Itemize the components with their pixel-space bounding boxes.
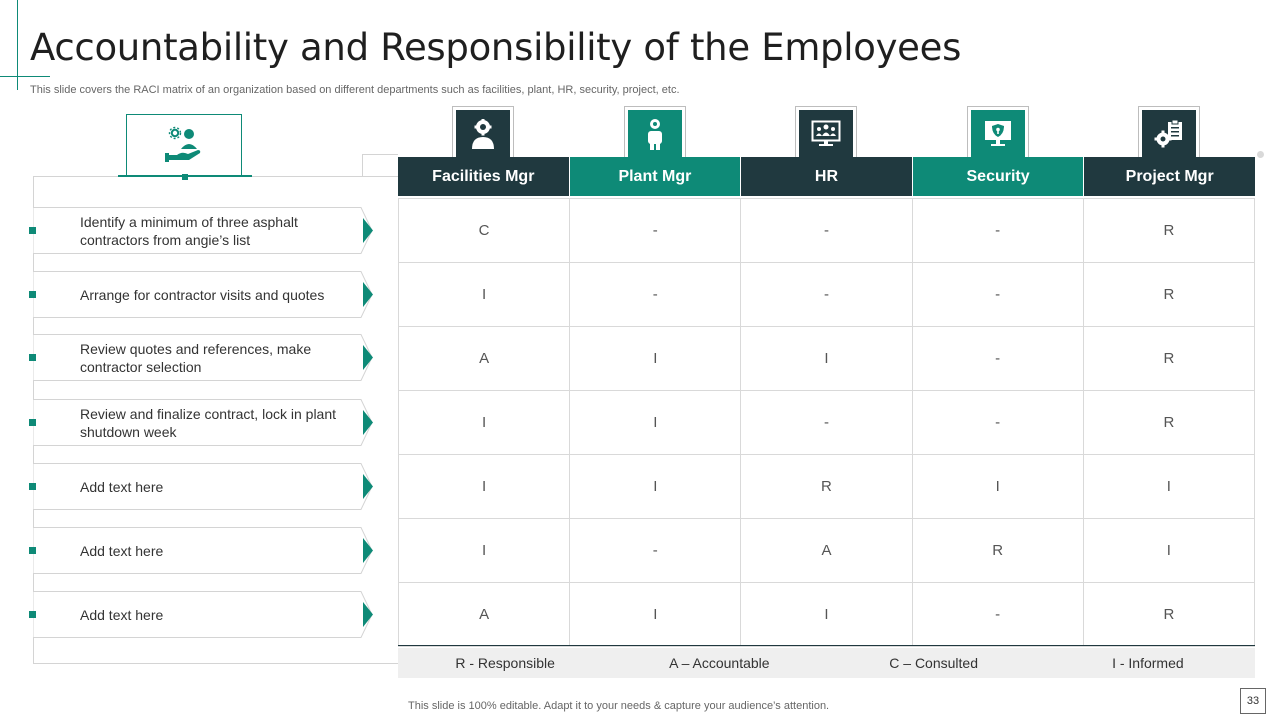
task-item: [33, 399, 373, 446]
raci-cell: -: [912, 263, 1083, 327]
task-label: Arrange for contractor visits and quotes: [80, 286, 325, 303]
raci-cell: R: [741, 455, 912, 519]
raci-cell: I: [399, 519, 570, 583]
raci-cell: I: [399, 263, 570, 327]
raci-cell: -: [912, 583, 1083, 647]
table-row: [399, 327, 1255, 391]
corner-line-horizontal: [0, 76, 50, 77]
task-bullet: [29, 419, 36, 426]
person-icon: [644, 118, 666, 150]
table-row: [399, 391, 1255, 455]
raci-cell: I: [570, 583, 741, 647]
raci-matrix: [398, 198, 1255, 647]
raci-cell: R: [1083, 263, 1254, 327]
raci-cell: I: [1083, 519, 1254, 583]
task-item: [33, 591, 373, 638]
left-icon-dot: [182, 174, 188, 180]
task-bullet: [29, 354, 36, 361]
table-row: [399, 199, 1255, 263]
raci-legend: [398, 648, 1255, 678]
raci-cell: C: [399, 199, 570, 263]
task-label: Add text here: [80, 606, 164, 623]
column-icon-tab-plant: [624, 106, 686, 158]
raci-cell: I: [741, 327, 912, 391]
slide-footer-note: This slide is 100% editable. Adapt it to your needs & capture your audience’s attention.: [408, 700, 830, 712]
decorative-dot: [1257, 151, 1264, 158]
group-screen-icon: [811, 120, 841, 148]
column-header-security: Security: [913, 157, 1085, 196]
raci-cell: I: [741, 583, 912, 647]
matrix-bottom-rule: [398, 645, 1255, 646]
raci-cell: -: [912, 327, 1083, 391]
raci-cell: R: [1083, 327, 1254, 391]
raci-cell: I: [399, 391, 570, 455]
task-item: [33, 334, 373, 381]
slide-subtitle: This slide covers the RACI matrix of an organization based on different departments such as facilities, plant, HR, security, project, etc.: [30, 84, 680, 96]
raci-cell: -: [912, 391, 1083, 455]
task-bullet: [29, 483, 36, 490]
raci-cell: I: [1083, 455, 1254, 519]
table-row: [399, 519, 1255, 583]
table-row: [399, 263, 1255, 327]
column-icon-tab-project: [1138, 106, 1200, 158]
task-item: [33, 207, 373, 254]
task-label: Review and finalize contract, lock in plant shutdown week: [80, 405, 337, 440]
task-bullet: [29, 611, 36, 618]
legend-informed: I - Informed: [1112, 655, 1184, 671]
task-label: Add text here: [80, 542, 164, 559]
column-header-plant: Plant Mgr: [570, 157, 742, 196]
raci-cell: -: [570, 263, 741, 327]
raci-cell: A: [399, 327, 570, 391]
task-label: Add text here: [80, 478, 164, 495]
legend-consulted: C – Consulted: [889, 655, 978, 671]
task-bullet: [29, 547, 36, 554]
task-bullet: [29, 227, 36, 234]
raci-cell: I: [912, 455, 1083, 519]
gear-person-icon: [469, 119, 497, 149]
column-header-facilities: Facilities Mgr: [398, 157, 570, 196]
people-care-icon: [164, 125, 204, 165]
table-row: [399, 455, 1255, 519]
legend-accountable: A – Accountable: [669, 655, 770, 671]
raci-cell: R: [1083, 391, 1254, 455]
task-label: Review quotes and references, make contractor selection: [80, 340, 312, 375]
page-number: 33: [1240, 688, 1266, 714]
raci-header-row: [398, 157, 1255, 196]
gear-clipboard-icon: [1154, 119, 1184, 149]
raci-cell: I: [570, 391, 741, 455]
column-icon-tab-security: [967, 106, 1029, 158]
column-icon-tab-facilities: [452, 106, 514, 158]
shield-monitor-icon: [983, 120, 1013, 148]
raci-cell: R: [1083, 583, 1254, 647]
raci-cell: I: [570, 327, 741, 391]
frame-connector: [362, 154, 398, 176]
left-icon-box: [126, 114, 242, 176]
raci-cell: A: [399, 583, 570, 647]
raci-cell: R: [912, 519, 1083, 583]
task-item: [33, 527, 373, 574]
task-item: [33, 463, 373, 510]
raci-cell: -: [570, 519, 741, 583]
table-row: [399, 583, 1255, 647]
raci-cell: -: [741, 199, 912, 263]
raci-cell: A: [741, 519, 912, 583]
slide-title: Accountability and Responsibility of the Employees: [30, 26, 962, 69]
column-header-project: Project Mgr: [1084, 157, 1255, 196]
raci-cell: R: [1083, 199, 1254, 263]
column-icon-tab-hr: [795, 106, 857, 158]
raci-cell: -: [570, 199, 741, 263]
raci-cell: I: [399, 455, 570, 519]
raci-cell: -: [741, 263, 912, 327]
legend-responsible: R - Responsible: [455, 655, 555, 671]
task-item: [33, 271, 373, 318]
task-label: Identify a minimum of three asphalt contractors from angie’s list: [80, 213, 298, 248]
task-bullet: [29, 291, 36, 298]
raci-cell: I: [570, 455, 741, 519]
column-header-hr: HR: [741, 157, 913, 196]
raci-cell: -: [741, 391, 912, 455]
raci-cell: -: [912, 199, 1083, 263]
